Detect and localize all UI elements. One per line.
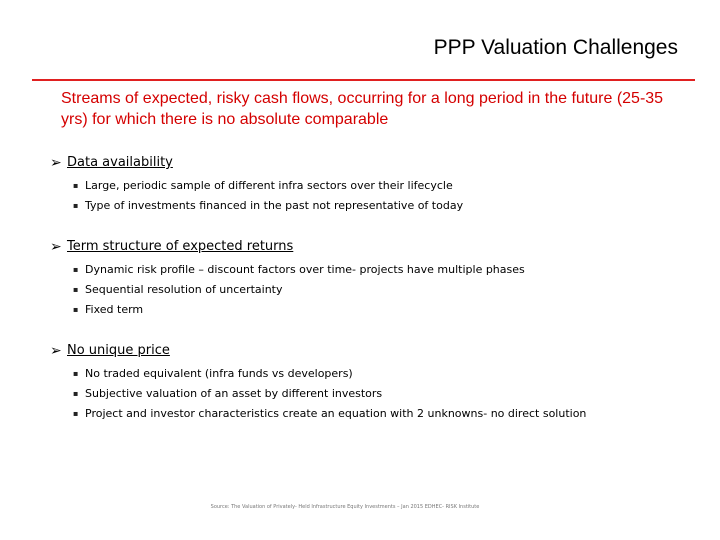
list-item <box>50 404 586 424</box>
list-item <box>50 300 525 320</box>
section-heading: Term structure of expected returns <box>67 239 294 254</box>
list-item <box>50 280 525 300</box>
section-term-structure <box>50 238 525 316</box>
list-item-text: Subjective valuation of an asset by different investors <box>85 387 383 400</box>
arrow-bullet-icon: ➢ <box>50 155 62 171</box>
arrow-bullet-icon: ➢ <box>50 239 62 255</box>
list-item <box>50 176 463 196</box>
list-item <box>50 384 586 404</box>
arrow-bullet-icon: ➢ <box>50 343 62 359</box>
slide-title: PPP Valuation Challenges <box>433 36 678 59</box>
list-item-text: Large, periodic sample of different infra sectors over their lifecycle <box>85 179 453 192</box>
square-bullet-icon: ▪ <box>73 305 79 314</box>
list-item-text: Fixed term <box>85 303 144 316</box>
square-bullet-icon: ▪ <box>73 389 79 398</box>
list-item <box>50 364 586 384</box>
square-bullet-icon: ▪ <box>73 201 79 210</box>
section-heading: Data availability <box>67 155 173 170</box>
source-note: Source: The Valuation of Privately- Held Infrastructure Equity Investments – Jan 2015 EDHEC- RISK Institute <box>210 504 480 510</box>
title-divider <box>32 79 695 81</box>
section-no-unique-price <box>50 342 586 420</box>
square-bullet-icon: ▪ <box>73 409 79 418</box>
list-item-text: Type of investments financed in the past not representative of today <box>85 199 464 212</box>
slide-subtitle: Streams of expected, risky cash flows, occurring for a long period in the future (25-35 yrs) for which there is no absolute comparable <box>61 90 664 128</box>
list-item-text: Sequential resolution of uncertainty <box>85 283 283 296</box>
square-bullet-icon: ▪ <box>73 265 79 274</box>
section-heading: No unique price <box>67 343 170 358</box>
list-item-text: Dynamic risk profile – discount factors over time- projects have multiple phases <box>85 263 525 276</box>
list-item <box>50 196 463 216</box>
square-bullet-icon: ▪ <box>73 369 79 378</box>
section-data-availability <box>50 154 463 212</box>
list-item-text: No traded equivalent (infra funds vs developers) <box>85 367 353 380</box>
square-bullet-icon: ▪ <box>73 285 79 294</box>
list-item <box>50 260 525 280</box>
square-bullet-icon: ▪ <box>73 181 79 190</box>
list-item-text: Project and investor characteristics create an equation with 2 unknowns- no direct solution <box>85 407 587 420</box>
